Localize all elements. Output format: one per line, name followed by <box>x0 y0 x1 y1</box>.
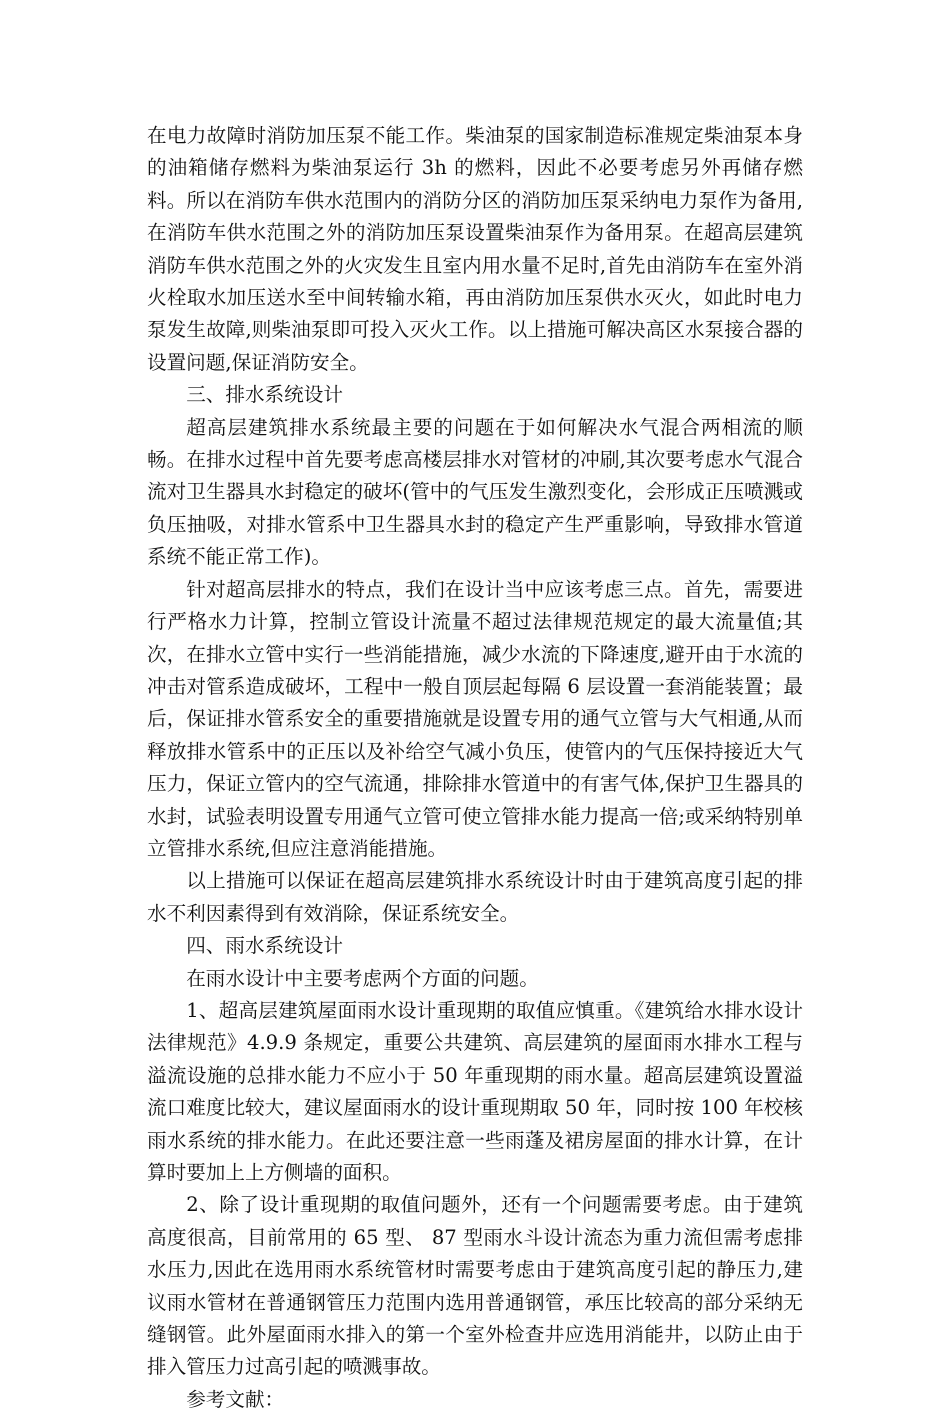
paragraph-drainage-summary: 以上措施可以保证在超高层建筑排水系统设计时由于建筑高度引起的排水不利因素得到有效消除，保证系统安全。 <box>147 869 803 925</box>
paragraph-drainage-problem: 超高层建筑排水系统最主要的问题在于如何解决水气混合两相流的顺畅。在排水过程中首先要考虑高楼层排水对管材的冲刷,其次要考虑水气混合流对卫生器具水封稳定的破坏(管中的气压发生激烈变化，会形成正压喷溅或负压抽吸，对排水管系中卫生器具水封的稳定产生严重影响，导致排水管道系统不能正常工作)。 <box>147 415 803 569</box>
section-heading-drainage: 三、排水系统设计 <box>186 383 343 407</box>
document-page <box>147 120 803 1416</box>
references-heading: 参考文献： <box>186 1387 285 1411</box>
paragraph-rainwater-intro: 在雨水设计中主要考虑两个方面的问题。 <box>186 966 539 990</box>
paragraph-rainwater-point-2: 2、除了设计重现期的取值问题外，还有一个问题需要考虑。由于建筑高度很高，目前常用的 65 型、 87 型雨水斗设计流态为重力流但需考虑排水压力,因此在选用雨水系统管材时需要考虑由于建筑高度引起的静压力,建议雨水管材在普通钢管压力范围内选用普通钢管，承压比较高的部分采纳无缝钢管。此外屋面雨水排入的第一个室外检查井应选用消能井，以防止由于排入管压力过高引起的喷溅事故。 <box>147 1193 803 1379</box>
section-heading-rainwater: 四、雨水系统设计 <box>186 934 343 958</box>
paragraph-rainwater-point-1: 1、超高层建筑屋面雨水设计重现期的取值应慎重。《建筑给水排水设计法律规范》4.9.9 条规定，重要公共建筑、高层建筑的屋面雨水排水工程与溢流设施的总排水能力不应小于 50 年重现期的雨水量。超高层建筑设置溢流口难度比较大，建议屋面雨水的设计重现期取 50 年，同时按 100 年校核雨水系统的排水能力。在此还要注意一些雨蓬及裙房屋面的排水计算，在计算时要加上上方侧墙的面积。 <box>147 998 803 1184</box>
paragraph-fire-pump-continuation: 在电力故障时消防加压泵不能工作。柴油泵的国家制造标准规定柴油泵本身的油箱储存燃料为柴油泵运行 3h 的燃料，因此不必要考虑另外再储存燃料。所以在消防车供水范围内的消防分区的消防加压泵采纳电力泵作为备用,在消防车供水范围之外的消防加压泵设置柴油泵作为备用泵。在超高层建筑消防车供水范围之外的火灾发生且室内用水量不足时,首先由消防车在室外消火栓取水加压送水至中间转输水箱，再由消防加压泵供水灭火，如此时电力泵发生故障,则柴油泵即可投入灭火工作。以上措施可解决高区水泵接合器的设置问题,保证消防安全。 <box>147 124 803 374</box>
paragraph-drainage-measures: 针对超高层排水的特点，我们在设计当中应该考虑三点。首先，需要进行严格水力计算，控制立管设计流量不超过法律规范规定的最大流量值;其次，在排水立管中实行一些消能措施，减少水流的下降速度,避开由于水流的冲击对管系造成破坏，工程中一般自顶层起每隔 6 层设置一套消能装置；最后，保证排水管系安全的重要措施就是设置专用的通气立管与大气相通,从而释放排水管系中的正压以及补给空气减小负压，使管内的气压保持接近大气压力，保证立管内的空气流通，排除排水管道中的有害气体,保护卫生器具的水封，试验表明设置专用通气立管可使立管排水能力提高一倍;或采纳特别单立管排水系统,但应注意消能措施。 <box>147 577 803 860</box>
